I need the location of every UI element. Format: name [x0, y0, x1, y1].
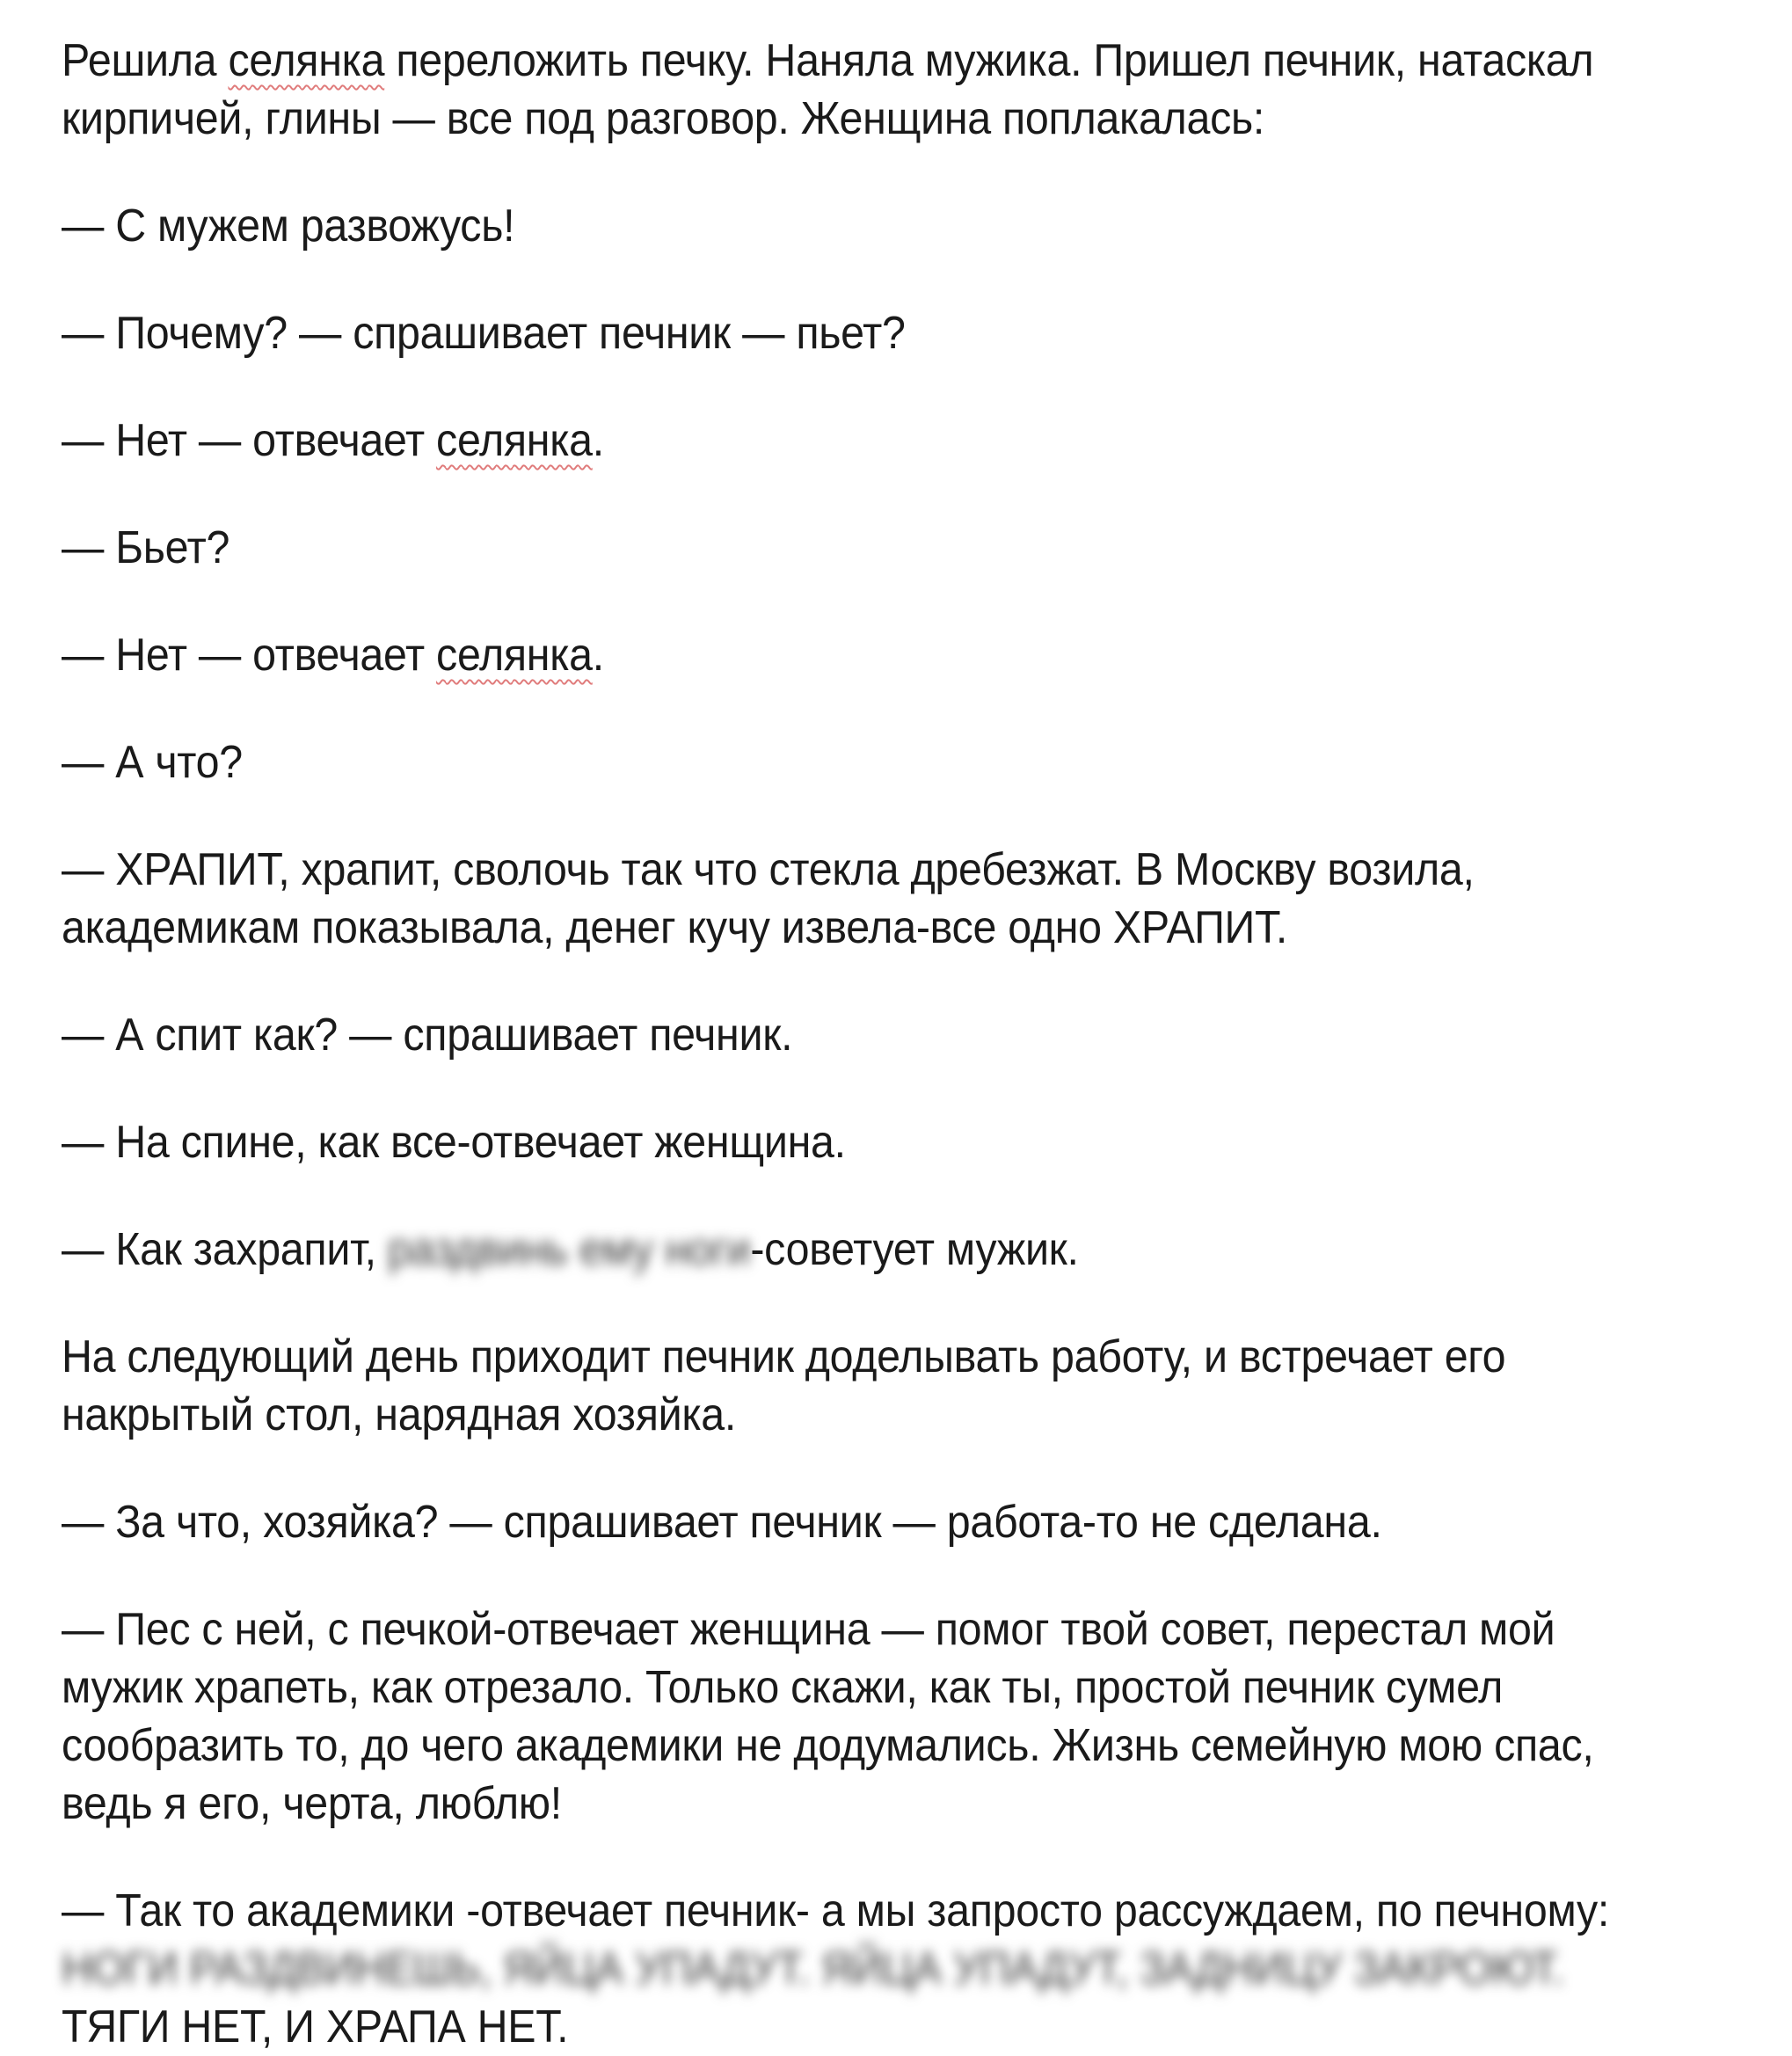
text-run: — Бьет?	[62, 522, 230, 573]
paragraph	[62, 841, 1648, 957]
text-run: — За что, хозяйка? — спрашивает печник — работа-то не сделана.	[62, 1497, 1382, 1548]
paragraph	[62, 1328, 1648, 1444]
blurred-text: НОГИ РАЗДВИНЕШЬ, ЯЙЦА УПАДУТ. ЯЙЦА УПАДУТ, ЗАДНИЦУ ЗАКРОЮТ.	[62, 1943, 1565, 1994]
text-run: На следующий день приходит печник доделывать работу, и встречает его накрытый стол, нарядная хозяйка.	[62, 1331, 1506, 1440]
paragraph	[62, 197, 1648, 255]
text-run: — Нет — отвечает	[62, 630, 437, 681]
text-run: .	[592, 415, 604, 466]
text-run: — А что?	[62, 737, 243, 788]
paragraph	[62, 1882, 1648, 2056]
text-run: — С мужем развожусь!	[62, 200, 515, 252]
text-run: — Так то академики -отвечает печник- а мы запросто рассуждаем, по печному:	[62, 1885, 1610, 1936]
text-run: переложить печку. Наняла мужика. Пришел печник, натаскал кирпичей, глины — все под разговор. Женщина поплакалась:	[62, 35, 1594, 144]
misspelled-word: селянка	[228, 35, 385, 86]
text-run: — А спит как? — спрашивает печник.	[62, 1010, 793, 1061]
blurred-text: раздвинь ему ноги	[387, 1224, 751, 1275]
text-run: — Нет — отвечает	[62, 415, 437, 466]
misspelled-word: селянка	[436, 630, 593, 681]
paragraph	[62, 1221, 1648, 1279]
paragraph	[62, 733, 1648, 791]
text-run: — Почему? — спрашивает печник — пьет?	[62, 308, 906, 359]
text-run: -советует мужик.	[750, 1224, 1079, 1275]
paragraph	[62, 519, 1648, 577]
paragraph	[62, 304, 1648, 362]
paragraph	[62, 626, 1648, 684]
text-run: — ХРАПИТ, храпит, сволочь так что стекла дребезжат. В Москву возила, академикам показывала, денег кучу извела-все одно ХРАПИТ.	[62, 844, 1475, 953]
paragraph	[62, 1006, 1648, 1064]
text-run: — Пес с ней, с печкой-отвечает женщина — помог твой совет, перестал мой мужик храпеть, как отрезало. Только скажи, как ты, простой печник сумел сообразить то, до чего академики не додумались. Жизнь семейную мою спас, ведь я его, черта, люблю!	[62, 1604, 1594, 1829]
paragraph	[62, 1600, 1648, 1833]
text-run: ТЯГИ НЕТ, И ХРАПА НЕТ.	[62, 2001, 569, 2052]
text-run: — На спине, как все-отвечает женщина.	[62, 1117, 846, 1168]
text-run: Решила	[62, 35, 229, 86]
document-body	[62, 32, 1648, 2056]
paragraph	[62, 412, 1648, 470]
paragraph	[62, 32, 1648, 148]
misspelled-word: селянка	[436, 415, 593, 466]
text-run: — Как захрапит,	[62, 1224, 388, 1275]
text-run: .	[592, 630, 604, 681]
paragraph	[62, 1493, 1648, 1551]
paragraph	[62, 1113, 1648, 1171]
